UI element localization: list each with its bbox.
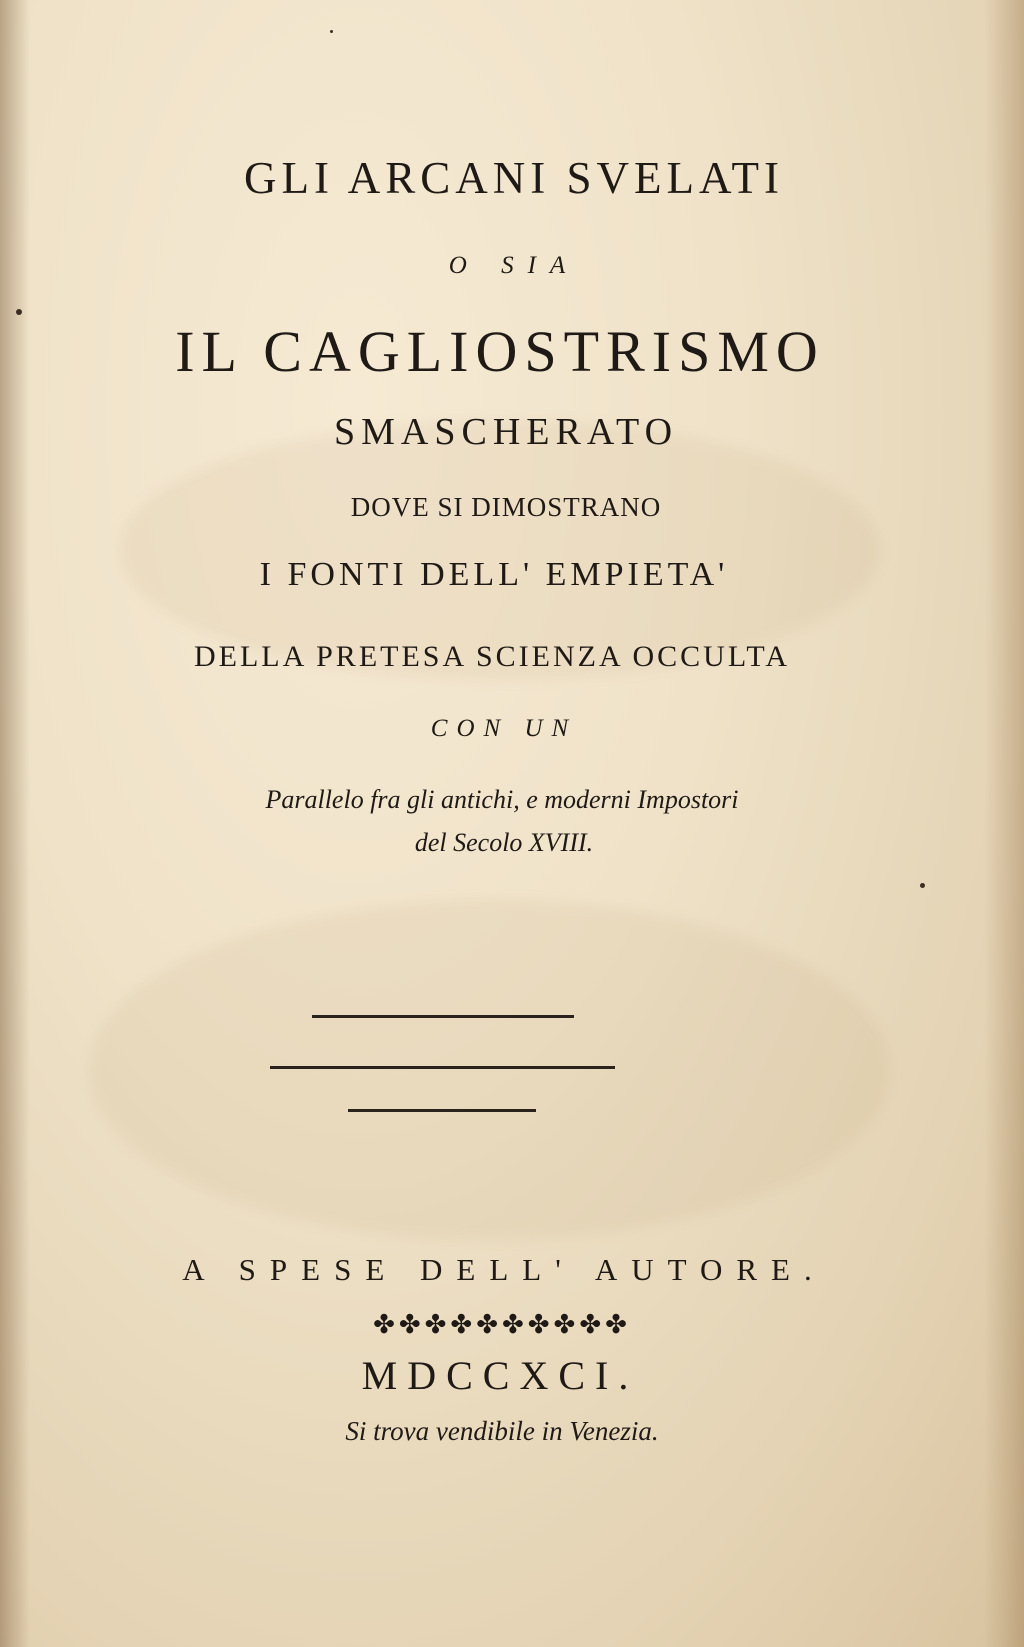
description-line-1: Parallelo fra gli antichi, e moderni Impostori [265,785,739,814]
description-line-2: del Secolo XVIII. [414,828,594,857]
connector-o-sia: O SIA [448,252,580,279]
imprint-line: A SPESE DELL' AUTORE. [182,1252,826,1287]
title-line-1: GLI ARCANI SVELATI [244,153,784,203]
subtitle-line-1: DOVE SI DIMOSTRANO [350,492,662,522]
decorative-rule [312,1015,574,1018]
title-line-2: IL CAGLIOSTRISMO [175,319,825,384]
subtitle-line-2: I FONTI DELL' EMPIETA' [259,556,729,593]
ink-speck [330,30,333,33]
subtitle-line-3: DELLA PRETESA SCIENZA OCCULTA [193,640,791,673]
decorative-rule [270,1066,615,1069]
sale-note: Si trova vendibile in Venezia. [345,1416,659,1446]
title-line-3: SMASCHERATO [333,411,679,453]
paper-stain [90,900,890,1240]
ink-speck [16,309,22,315]
ink-speck [920,883,925,888]
ornament-row: ✤✤✤✤✤✤✤✤✤✤ [373,1310,631,1339]
publication-year: MDCCXCI. [361,1353,639,1398]
decorative-rule [348,1109,536,1112]
connector-con-un: CON UN [430,715,578,742]
